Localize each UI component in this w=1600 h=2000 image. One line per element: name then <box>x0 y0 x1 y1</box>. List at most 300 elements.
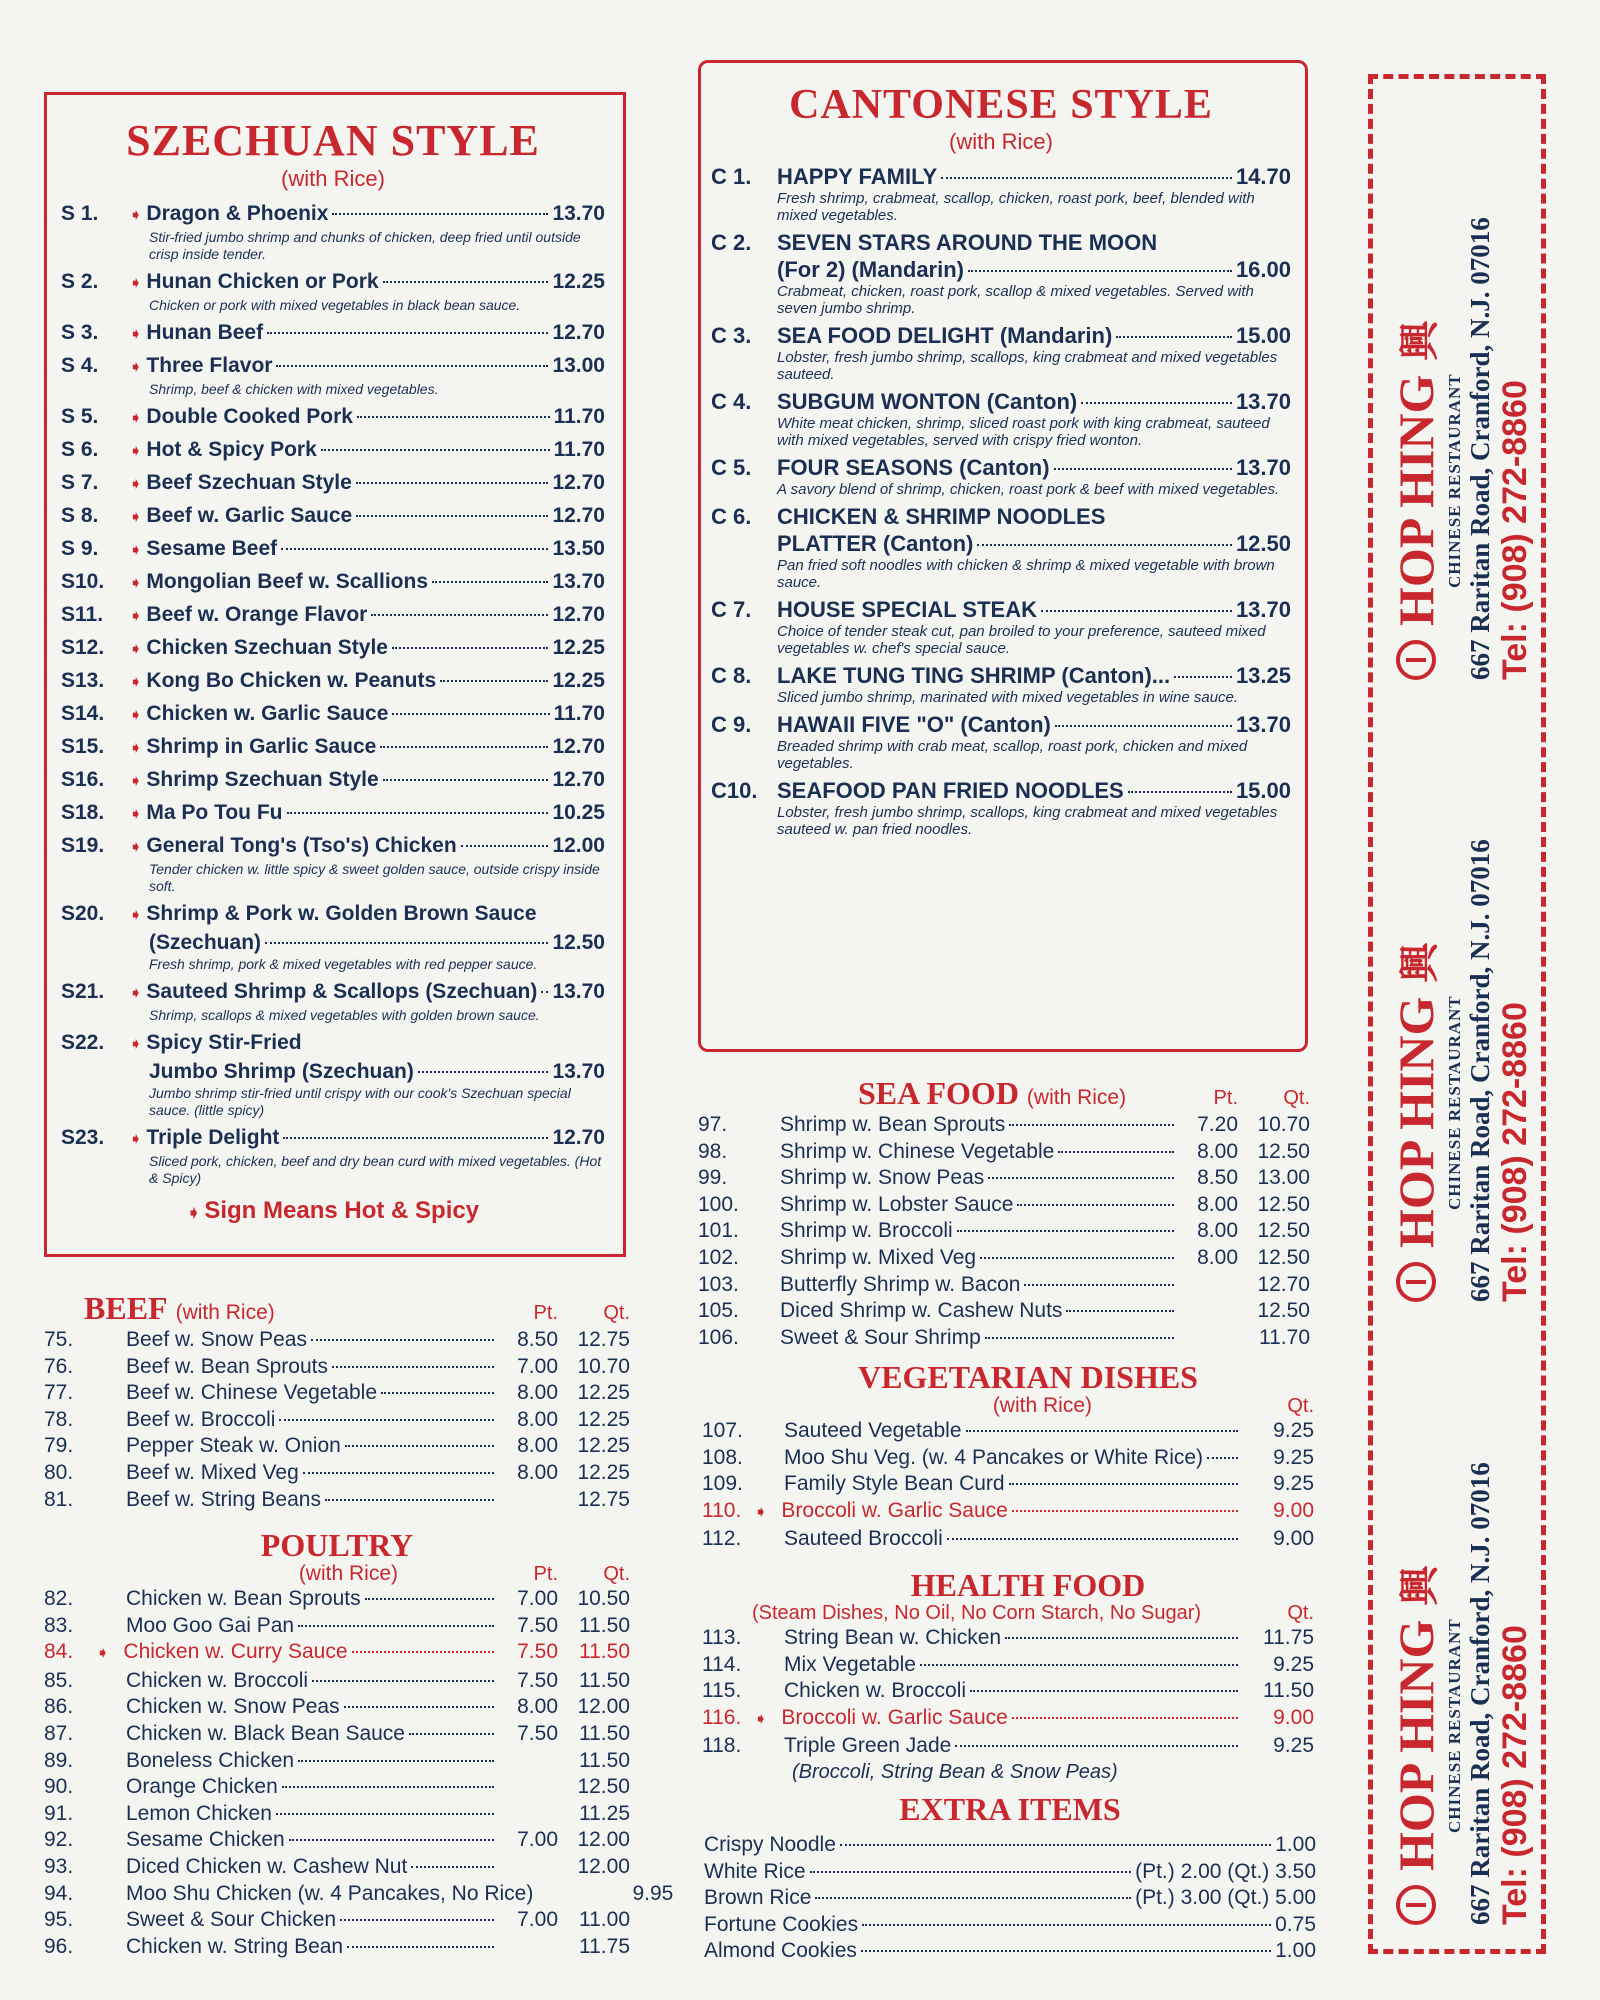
extra-title: EXTRA ITEMS <box>899 1791 1121 1827</box>
szechuan-item-row <box>61 700 605 729</box>
poultry-item-name: Moo Goo Gai Pan <box>126 1613 295 1637</box>
cantonese-item-leader <box>941 177 1232 179</box>
vegetarian-item-leader <box>1009 1483 1238 1485</box>
szechuan-item <box>61 1124 605 1187</box>
poultry-item-leader <box>312 1680 494 1682</box>
vegetarian-title: VEGETARIAN DISHES <box>858 1359 1198 1395</box>
szechuan-item-leader <box>321 449 550 451</box>
szechuan-item-row <box>61 978 605 1007</box>
beef-item-pt: 8.00 <box>517 1407 558 1431</box>
restaurant-logo-icon <box>1396 1262 1436 1302</box>
beef-item-pt: 8.00 <box>517 1381 558 1405</box>
extra-item-leader <box>861 1950 1271 1952</box>
cantonese-item <box>711 711 1291 772</box>
beef-qt-header: Qt. <box>603 1302 630 1324</box>
szechuan-item-price: 13.70 <box>552 980 605 1003</box>
vegetarian-item-qt: 9.00 <box>1273 1527 1314 1551</box>
health-item-name: String Bean w. Chicken <box>784 1626 1002 1649</box>
poultry-item-leader <box>340 1919 494 1921</box>
szechuan-item-leader <box>332 213 548 215</box>
health-item-number: 115. <box>702 1679 742 1703</box>
poultry-item-number: 91. <box>44 1801 74 1825</box>
hot-spicy-note <box>61 1197 605 1225</box>
beef-item-number: 79. <box>44 1434 74 1458</box>
cantonese-item-name: SEA FOOD DELIGHT (Mandarin) <box>777 323 1113 348</box>
beef-item-name: Beef w. Chinese Vegetable <box>126 1381 378 1405</box>
restaurant-logo-icon <box>1396 640 1436 680</box>
szechuan-item-name: Beef Szechuan Style <box>146 471 352 494</box>
cantonese-item-leader <box>968 270 1232 272</box>
vegetarian-item-row <box>702 1445 1314 1472</box>
health-item-qt: 9.00 <box>1273 1705 1314 1729</box>
health-item-number: 116. <box>702 1705 742 1729</box>
cantonese-item-row <box>711 322 1291 349</box>
chili-icon: ➧ <box>96 1645 110 1663</box>
cantonese-item-price: 16.00 <box>1235 257 1291 282</box>
restaurant-name: HOP HING <box>1388 1619 1444 1871</box>
cantonese-item-row <box>711 256 1291 283</box>
szechuan-item-code: S18. <box>61 801 105 824</box>
cantonese-item-name: HAPPY FAMILY <box>777 164 938 189</box>
cantonese-item-price: 12.50 <box>1235 531 1291 556</box>
seafood-item-number: 99. <box>698 1166 728 1190</box>
beef-item-row <box>44 1487 630 1514</box>
seafood-item-qt: 12.50 <box>1257 1219 1310 1243</box>
poultry-item-qt: 11.50 <box>579 1613 630 1637</box>
seafood-item-qt: 13.00 <box>1257 1166 1310 1190</box>
chili-icon: ➧ <box>129 907 143 924</box>
cantonese-item-desc: A savory blend of shrimp, chicken, roast pork & beef with mixed vegetables. <box>777 481 1280 498</box>
szechuan-item-name: General Tong's (Tso's) Chicken <box>146 834 457 857</box>
szechuan-item-row <box>61 733 605 762</box>
beef-item-pt: 7.00 <box>517 1354 558 1378</box>
poultry-item-leader <box>365 1598 494 1600</box>
szechuan-item-name: Mongolian Beef w. Scallions <box>146 570 428 593</box>
seafood-item-qt: 10.70 <box>1257 1113 1310 1136</box>
szechuan-item-row <box>61 200 605 229</box>
cantonese-item-code: C 4. <box>711 389 752 414</box>
poultry-item-name: Lemon Chicken <box>126 1801 272 1825</box>
beef-item-row <box>44 1354 630 1381</box>
health-item-qt: 9.25 <box>1273 1734 1314 1758</box>
poultry-item-qt: 11.75 <box>579 1934 630 1958</box>
szechuan-item-name2: (Szechuan) <box>149 931 262 954</box>
poultry-item-qt: 12.00 <box>577 1695 630 1719</box>
seafood-qt-header: Qt. <box>1283 1087 1310 1109</box>
szechuan-item-name: Kong Bo Chicken w. Peanuts <box>146 669 437 692</box>
beef-item-pt: 8.50 <box>517 1328 558 1351</box>
health-item-name: Broccoli w. Garlic Sauce <box>781 1705 1008 1729</box>
szechuan-item-code: S22. <box>61 1031 105 1054</box>
szechuan-item-row <box>61 900 605 929</box>
beef-item-name: Beef w. Mixed Veg <box>126 1460 299 1484</box>
chili-icon: ➧ <box>186 1205 201 1222</box>
seafood-item-row <box>698 1298 1310 1325</box>
szechuan-item-name: Shrimp Szechuan Style <box>146 768 379 791</box>
poultry-item-row <box>44 1668 630 1695</box>
extra-item-row <box>704 1912 1316 1939</box>
poultry-item-name: Chicken w. Snow Peas <box>126 1695 340 1719</box>
vegetarian-item-qt: 9.00 <box>1273 1498 1314 1522</box>
szechuan-item-code: S10. <box>61 570 105 593</box>
poultry-item-qt: 12.00 <box>577 1854 630 1878</box>
health-item-row <box>702 1625 1314 1652</box>
szechuan-item-row <box>61 634 605 663</box>
szechuan-panel <box>44 92 626 1257</box>
szechuan-item-row <box>61 535 605 564</box>
poultry-item-row <box>44 1639 630 1668</box>
beef-item-pt: 8.00 <box>517 1434 558 1458</box>
cantonese-item-desc: Pan fried soft noodles with chicken & shrimp & mixed vegetable with brown sauce. <box>777 557 1275 591</box>
szechuan-item-price: 12.25 <box>552 636 605 659</box>
poultry-item-leader <box>289 1839 494 1841</box>
beef-item-row <box>44 1327 630 1354</box>
szechuan-item-row <box>61 832 605 861</box>
seafood-item-row <box>698 1192 1310 1219</box>
seafood-item-pt: 7.20 <box>1197 1113 1238 1136</box>
seafood-item-pt: 8.00 <box>1197 1245 1238 1269</box>
health-item-leader <box>920 1664 1238 1666</box>
restaurant-type: CHINESE RESTAURANT <box>1445 1618 1464 1833</box>
seafood-item-number: 103. <box>698 1272 739 1296</box>
szechuan-item-row <box>61 601 605 630</box>
chili-icon: ➧ <box>754 1503 768 1521</box>
szechuan-item-code: S11. <box>61 603 104 626</box>
poultry-item-leader <box>344 1706 494 1708</box>
seafood-item-leader <box>1009 1124 1174 1126</box>
szechuan-item-price: 12.00 <box>552 834 605 857</box>
beef-item-name: Beef w. String Beans <box>126 1487 321 1511</box>
cantonese-item-leader <box>977 544 1232 546</box>
seafood-item-number: 101. <box>698 1219 739 1243</box>
seafood-item-name: Diced Shrimp w. Cashew Nuts <box>780 1299 1063 1323</box>
extra-item-name: Almond Cookies <box>704 1939 857 1963</box>
cantonese-item-price: 13.70 <box>1235 597 1291 622</box>
seafood-item-row <box>698 1112 1310 1139</box>
poultry-item-qt: 11.50 <box>579 1748 630 1772</box>
vegetarian-item-name: Sauteed Vegetable <box>784 1419 962 1442</box>
vegetarian-item-leader <box>1012 1510 1238 1512</box>
poultry-item-name: Boneless Chicken <box>126 1748 295 1772</box>
szechuan-item-leader <box>356 482 549 484</box>
szechuan-item-price: 12.70 <box>552 321 605 344</box>
poultry-item-number: 90. <box>44 1775 74 1799</box>
szechuan-item-leader <box>383 779 549 781</box>
poultry-item-row <box>44 1721 630 1748</box>
beef-item-number: 80. <box>44 1460 74 1484</box>
cantonese-item <box>711 596 1291 657</box>
szechuan-item-price: 12.25 <box>552 669 605 692</box>
restaurant-block <box>1372 90 1550 690</box>
seafood-item-leader <box>1058 1151 1174 1153</box>
szechuan-item <box>61 900 605 973</box>
szechuan-item-price: 12.70 <box>552 1126 605 1149</box>
beef-item-leader <box>345 1445 494 1447</box>
chili-icon: ➧ <box>129 326 143 343</box>
seafood-item-qt: 12.50 <box>1257 1245 1310 1269</box>
szechuan-item-price: 12.25 <box>552 270 605 293</box>
szechuan-item <box>61 766 605 795</box>
seafood-item-name: Shrimp w. Chinese Vegetable <box>780 1139 1055 1163</box>
szechuan-item-code: S15. <box>61 735 105 758</box>
vegetarian-item-number: 112. <box>702 1527 742 1551</box>
health-item-row <box>702 1678 1314 1705</box>
poultry-with: (with Rice) <box>298 1562 398 1585</box>
health-item-number: 113. <box>702 1626 742 1649</box>
seafood-item-leader <box>1066 1310 1174 1312</box>
poultry-item-number: 85. <box>44 1668 74 1692</box>
cantonese-item-price: 14.70 <box>1235 164 1291 189</box>
szechuan-item-code: S23. <box>61 1126 105 1149</box>
szechuan-item-code: S 8. <box>61 504 99 527</box>
vegetarian-item-leader <box>947 1538 1238 1540</box>
cantonese-item-leader <box>1081 402 1232 404</box>
poultry-item-leader <box>411 1866 494 1868</box>
cantonese-item-desc: Choice of tender steak cut, pan broiled to your preference, sauteed mixed vegetables w. chef's special sauce. <box>777 623 1266 657</box>
beef-list <box>44 1327 630 1513</box>
poultry-item-number: 94. <box>44 1881 74 1905</box>
cantonese-item-row <box>711 596 1291 623</box>
poultry-item-row <box>44 1801 630 1828</box>
restaurant-name-line <box>1387 90 1445 680</box>
cantonese-item-desc: White meat chicken, shrimp, sliced roast pork with king crabmeat, sauteed with mixed vegetables, served with crispy fried wonton. <box>777 415 1270 449</box>
extra-item-name: Fortune Cookies <box>704 1912 859 1936</box>
cantonese-item-code: C10. <box>711 778 758 803</box>
szechuan-item-name: Chicken w. Garlic Sauce <box>146 702 389 725</box>
beef-item-number: 78. <box>44 1407 74 1431</box>
szechuan-item-name: Triple Delight <box>146 1126 280 1149</box>
szechuan-item-desc: Shrimp, scallops & mixed vegetables with golden brown sauce. <box>149 1007 540 1023</box>
beef-item-row <box>44 1407 630 1434</box>
seafood-title: SEA FOOD <box>858 1075 1019 1111</box>
extra-item-row <box>704 1938 1316 1965</box>
szechuan-item-name: Three Flavor <box>146 354 273 377</box>
chili-icon: ➧ <box>129 207 143 224</box>
cantonese-item-name: SUBGUM WONTON (Canton) <box>777 389 1078 414</box>
cantonese-item <box>711 662 1291 706</box>
szechuan-item-code: S 5. <box>61 405 99 428</box>
szechuan-item-row <box>61 568 605 597</box>
szechuan-item-code: S16. <box>61 768 105 791</box>
seafood-item-number: 106. <box>698 1325 739 1349</box>
poultry-item-number: 95. <box>44 1908 74 1932</box>
cantonese-item-leader <box>1174 676 1232 678</box>
poultry-item-number: 87. <box>44 1721 74 1745</box>
health-item-qt: 11.75 <box>1263 1626 1314 1649</box>
szechuan-item <box>61 832 605 895</box>
restaurant-phone: Tel: (908) 272-8860 <box>1496 1625 1534 1925</box>
beef-item-number: 75. <box>44 1328 74 1351</box>
seafood-item-row <box>698 1272 1310 1299</box>
poultry-item-name: Chicken w. Curry Sauce <box>123 1640 348 1664</box>
szechuan-item-leader <box>276 365 548 367</box>
poultry-item-row <box>44 1854 630 1881</box>
poultry-item-number: 83. <box>44 1613 74 1637</box>
poultry-item-pt: 7.50 <box>517 1613 558 1637</box>
seafood-item-pt: 8.00 <box>1197 1192 1238 1216</box>
cantonese-item-price: 15.00 <box>1235 778 1291 803</box>
health-item-number: 114. <box>702 1652 742 1676</box>
seafood-item-number: 105. <box>698 1299 739 1323</box>
szechuan-item-desc: Shrimp, beef & chicken with mixed vegetables. <box>149 381 439 397</box>
poultry-item-name: Chicken w. Bean Sprouts <box>126 1587 361 1610</box>
szechuan-item <box>61 535 605 564</box>
restaurant-address: 667 Raritan Road, Cranford, N.J. 07016 <box>1465 217 1495 680</box>
beef-item-qt: 12.25 <box>577 1434 630 1458</box>
seafood-item-name: Shrimp w. Lobster Sauce <box>780 1192 1014 1216</box>
szechuan-item-row <box>61 319 605 348</box>
beef-item-leader <box>279 1419 494 1421</box>
cantonese-item-price: 13.70 <box>1235 389 1291 414</box>
szechuan-item-code: S19. <box>61 834 105 857</box>
extra-item-price: 0.75 <box>1275 1912 1316 1936</box>
szechuan-item-row <box>61 667 605 696</box>
restaurant-phone: Tel: (908) 272-8860 <box>1496 1002 1534 1302</box>
seafood-item-row <box>698 1139 1310 1166</box>
szechuan-item-desc: Sliced pork, chicken, beef and dry bean curd with mixed vegetables. (Hot & Spicy) <box>149 1153 602 1186</box>
szechuan-item <box>61 799 605 828</box>
cantonese-item-name: HOUSE SPECIAL STEAK <box>777 597 1037 622</box>
poultry-item-pt: 7.50 <box>517 1668 558 1692</box>
szechuan-item <box>61 436 605 465</box>
health-qt-header: Qt. <box>1287 1602 1314 1624</box>
szechuan-item-row <box>61 1029 605 1058</box>
seafood-item-qt: 12.70 <box>1257 1272 1310 1296</box>
cantonese-item-row <box>711 454 1291 481</box>
poultry-item-qt: 11.50 <box>579 1640 630 1664</box>
vegetarian-item-row <box>702 1471 1314 1498</box>
poultry-item-pt: 7.00 <box>517 1828 558 1852</box>
szechuan-item-leader <box>461 845 549 847</box>
vegetarian-item-name: Sauteed Broccoli <box>784 1527 943 1551</box>
poultry-item-row <box>44 1774 630 1801</box>
poultry-item-leader <box>282 1786 494 1788</box>
cantonese-item-row <box>711 388 1291 415</box>
poultry-section <box>44 1527 674 1960</box>
szechuan-item-price: 13.50 <box>552 537 605 560</box>
szechuan-item-code: S 7. <box>61 471 99 494</box>
extra-item-row <box>704 1885 1316 1912</box>
poultry-item-leader <box>298 1760 494 1762</box>
cantonese-item-code: C 3. <box>711 323 752 348</box>
szechuan-item-name: Beef w. Orange Flavor <box>146 603 368 626</box>
szechuan-item-price: 13.70 <box>552 570 605 593</box>
seafood-item-row <box>698 1218 1310 1245</box>
szechuan-item-row <box>61 1124 605 1153</box>
beef-item-number: 81. <box>44 1487 74 1511</box>
poultry-item-leader <box>276 1813 494 1815</box>
poultry-item-qt: 10.50 <box>577 1587 630 1610</box>
poultry-item-row <box>44 1694 630 1721</box>
szechuan-item-price: 12.70 <box>552 603 605 626</box>
szechuan-item <box>61 1029 605 1119</box>
poultry-item-number: 84. <box>44 1640 74 1664</box>
poultry-item-qt: 12.00 <box>577 1828 630 1852</box>
szechuan-item-row <box>61 502 605 531</box>
health-list <box>702 1625 1314 1760</box>
restaurant-phone: Tel: (908) 272-8860 <box>1496 380 1534 680</box>
poultry-item-name: Chicken w. Black Bean Sauce <box>126 1721 405 1745</box>
vegetarian-list <box>702 1418 1314 1553</box>
szechuan-item-code: S20. <box>61 902 105 925</box>
vegetarian-item-number: 107. <box>702 1419 743 1442</box>
szechuan-item-leader <box>541 991 548 993</box>
health-item-leader <box>1012 1717 1238 1719</box>
cantonese-item-row <box>711 711 1291 738</box>
beef-item-row <box>44 1380 630 1407</box>
szechuan-item-name: Hunan Chicken or Pork <box>146 270 379 293</box>
cantonese-panel <box>698 60 1308 1052</box>
extra-item-row <box>704 1859 1316 1886</box>
chili-icon: ➧ <box>129 707 143 724</box>
szechuan-item <box>61 634 605 663</box>
cantonese-item-code: C 1. <box>711 164 752 189</box>
health-title: HEALTH FOOD <box>910 1567 1146 1603</box>
szechuan-item-leader <box>265 942 548 944</box>
szechuan-item-name: Spicy Stir-Fried <box>146 1031 302 1054</box>
seafood-item-row <box>698 1245 1310 1272</box>
beef-item-leader <box>311 1339 494 1341</box>
szechuan-item-row <box>61 403 605 432</box>
seafood-item-row <box>698 1325 1310 1352</box>
cantonese-item-name: CHICKEN & SHRIMP NOODLES <box>777 504 1106 529</box>
cantonese-item-price: 13.70 <box>1235 455 1291 480</box>
szechuan-item-code: S 4. <box>61 354 99 377</box>
szechuan-item <box>61 700 605 729</box>
poultry-item-leader <box>409 1733 494 1735</box>
cantonese-item-leader <box>1054 468 1232 470</box>
cantonese-item-code: C 9. <box>711 712 752 737</box>
beef-item-qt: 12.75 <box>577 1487 630 1511</box>
extra-item-leader <box>815 1897 1131 1899</box>
szechuan-item-leader <box>392 713 549 715</box>
seafood-item-name: Shrimp w. Broccoli <box>780 1219 953 1243</box>
szechuan-item-row <box>61 469 605 498</box>
beef-item-leader <box>332 1366 494 1368</box>
hot-spicy-note-text: Sign Means Hot & Spicy <box>204 1197 480 1224</box>
seafood-item-leader <box>980 1257 1174 1259</box>
beef-item-name: Beef w. Snow Peas <box>126 1328 307 1351</box>
health-item-leader <box>1005 1637 1238 1639</box>
poultry-list <box>44 1586 674 1960</box>
seafood-item-pt: 8.00 <box>1197 1219 1238 1243</box>
seafood-item-qt: 11.70 <box>1259 1325 1310 1349</box>
beef-title: BEEF <box>84 1290 168 1326</box>
poultry-item-pt: 7.50 <box>517 1721 558 1745</box>
szechuan-item-leader <box>287 812 549 814</box>
cantonese-item-row <box>711 229 1291 256</box>
health-with: (Steam Dishes, No Oil, No Corn Starch, No Sugar) <box>752 1602 1202 1624</box>
seafood-list <box>698 1112 1310 1351</box>
health-item-name: Triple Green Jade <box>784 1734 952 1758</box>
szechuan-item-desc: Tender chicken w. little spicy & sweet golden sauce, outside crispy inside soft. <box>149 861 600 894</box>
chili-icon: ➧ <box>129 575 143 592</box>
extra-item-name: White Rice <box>704 1859 806 1883</box>
szechuan-item-leader <box>392 647 548 649</box>
beef-item-pt: 8.00 <box>517 1460 558 1484</box>
chili-icon: ➧ <box>754 1710 768 1728</box>
seafood-item-name: Butterfly Shrimp w. Bacon <box>780 1272 1021 1296</box>
szechuan-item-price: 10.25 <box>552 801 605 824</box>
seafood-item-leader <box>1024 1284 1174 1286</box>
poultry-item-number: 86. <box>44 1695 74 1719</box>
chili-icon: ➧ <box>129 476 143 493</box>
vegetarian-with: (with Rice) <box>992 1394 1092 1417</box>
szechuan-item-desc: Jumbo shrimp stir-fried until crispy with our cook's Szechuan special sauce. (little spicy) <box>149 1085 571 1118</box>
chili-icon: ➧ <box>129 773 143 790</box>
szechuan-item-leader <box>418 1071 549 1073</box>
restaurant-block <box>1372 712 1550 1312</box>
